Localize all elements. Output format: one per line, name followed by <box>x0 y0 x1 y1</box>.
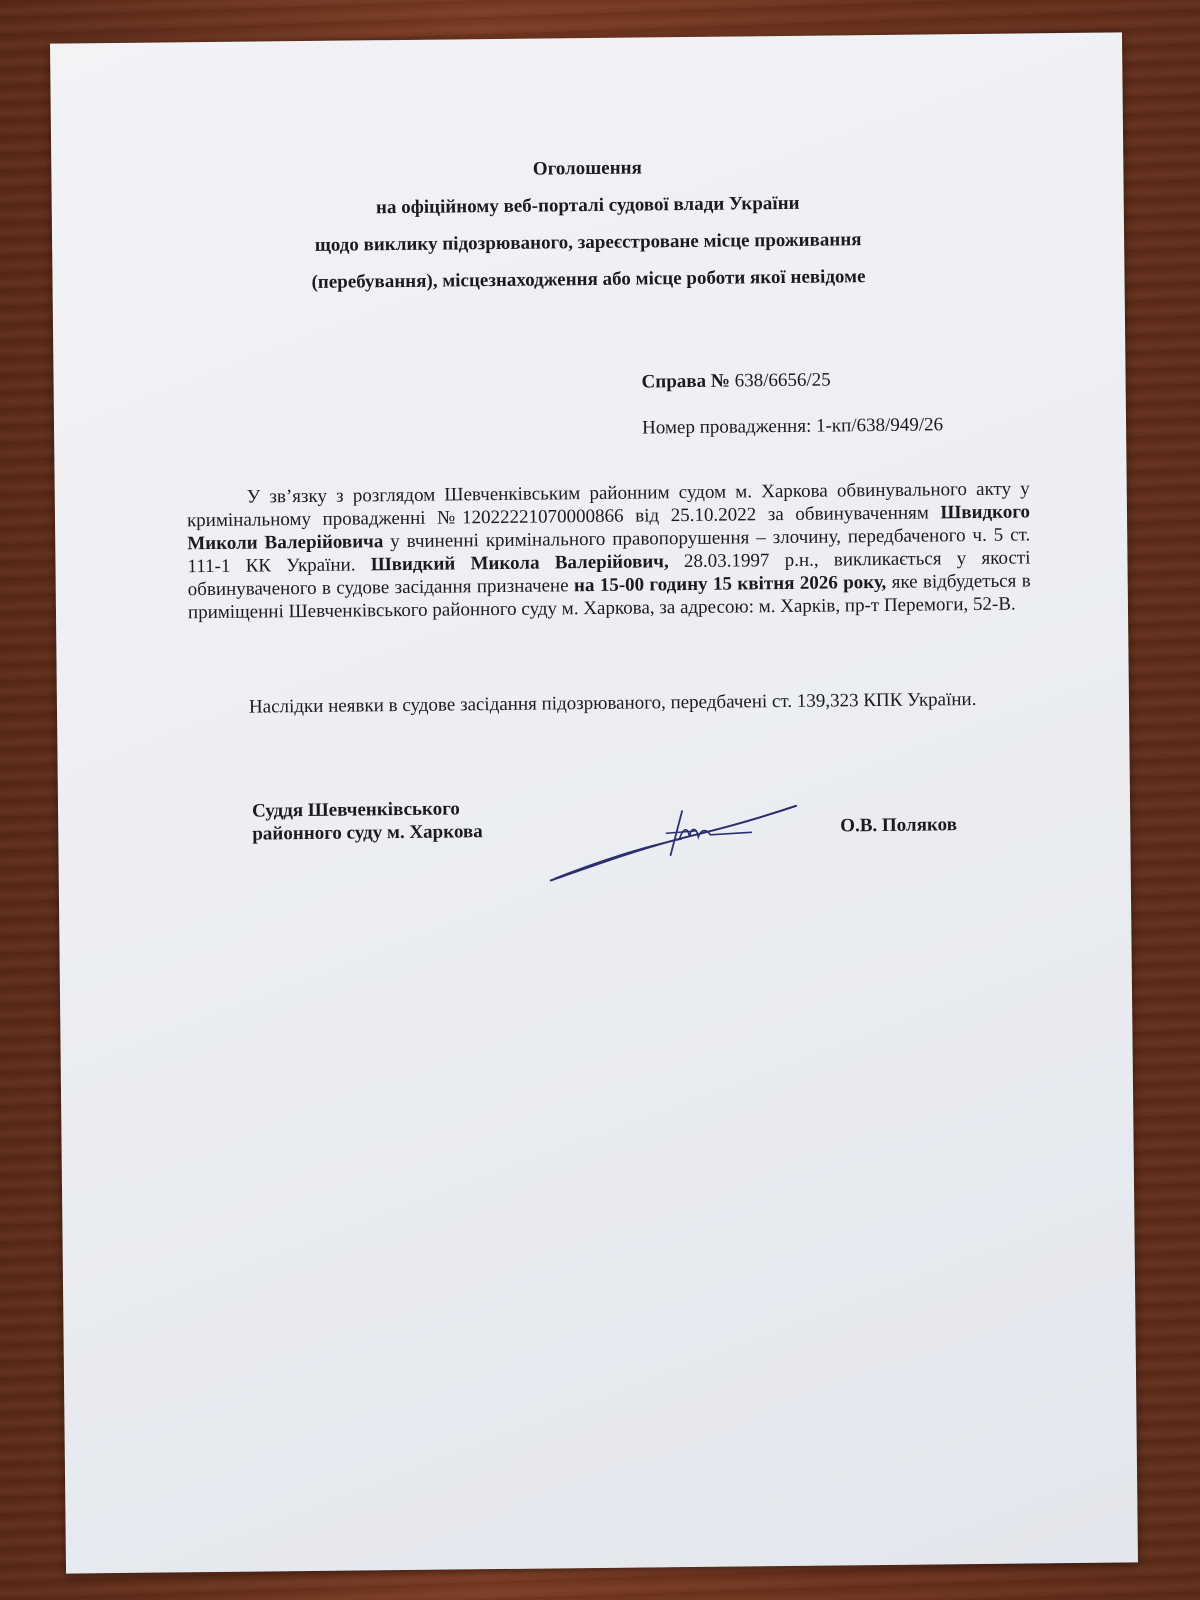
paragraph-text-a: У зв’язку з розглядом Шевченківським районним судом м. Харкова обвинувального акту у кримінальному провадженні №12022221070000866 від 25.10.2022 за обвинуваченням <box>186 478 1030 532</box>
heading-line-4: (перебування), місцезнаходження або місце роботи якої невідоме <box>311 266 866 293</box>
accused-name-nominative: Швидкий Микола Валерійович, <box>370 551 669 576</box>
judge-title <box>252 797 483 845</box>
judge-name: О.В. Поляков <box>840 814 958 837</box>
judge-title-line-1: Суддя Шевченківського <box>251 798 460 822</box>
heading-line-2: на офіційному веб-порталі судової влади України <box>375 192 800 219</box>
paragraph-text-c: 28.03.1997 р.н., викликається у якості обвинуваченого в судове засідання призначене <box>187 547 1031 601</box>
handwritten-signature <box>546 796 807 889</box>
document-heading <box>51 144 1124 303</box>
proceeding-number: Номер провадження: 1-кп/638/949/26 <box>641 414 944 439</box>
case-number: 638/6656/25 <box>734 369 831 392</box>
accused-name-genitive: Швидкого Миколи Валерійовича <box>187 501 1031 555</box>
case-label: Справа № <box>641 370 731 393</box>
document-page <box>50 32 1138 1573</box>
heading-line-3: щодо виклику підозрюваного, зареєстроване місце проживання <box>314 229 862 256</box>
judge-title-line-2: районного суду м. Харкова <box>252 821 483 845</box>
consequences-paragraph: Наслідки неявки в судове засідання підозрюваного, передбачені ст. 139,323 КПК України. <box>248 688 977 718</box>
case-info <box>641 368 943 439</box>
heading-line-1: Оголошення <box>532 157 642 180</box>
hearing-time: на 15-00 годину 15 квітня 2026 року, <box>573 571 887 597</box>
summons-paragraph <box>187 477 1031 624</box>
paragraph-text-b: у вчиненні кримінального правопорушення – злочину, передбаченого ч. 5 ст. 111-1 КК України. <box>187 524 1031 578</box>
paragraph-text-d: яке відбудеться в приміщенні Шевченківського районного суду м. Харкова, за адресою: м. Харків, пр-т Перемоги, 52-В. <box>187 570 1031 624</box>
case-number-line <box>641 368 942 401</box>
